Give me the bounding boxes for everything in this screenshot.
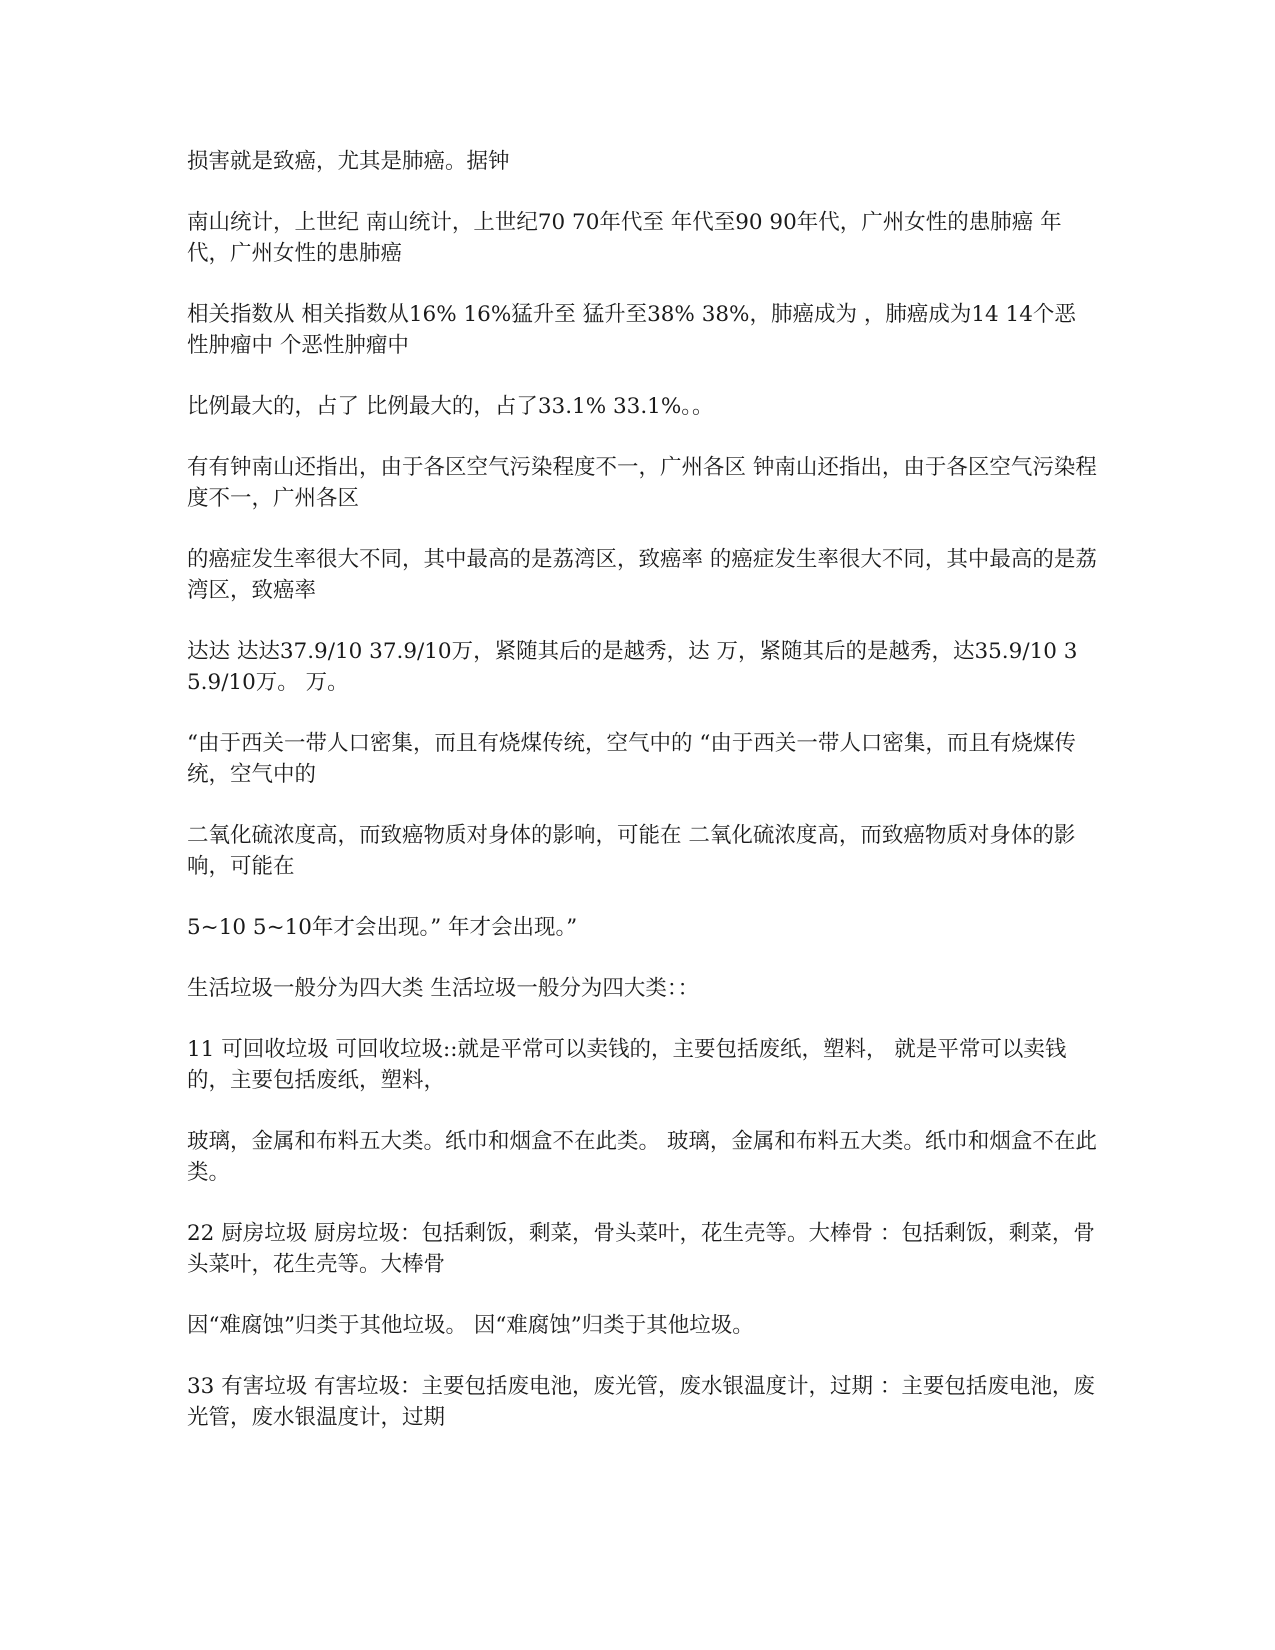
paragraph: 相关指数从 相关指数从16% 16%猛升至 猛升至38% 38%，肺癌成为 ，肺癌成为14 14个恶性肿瘤中 个恶性肿瘤中 [187,302,1076,358]
paragraph: “由于西关一带人口密集，而且有烧煤传统，空气中的 “由于西关一带人口密集，而且有烧煤传统，空气中的 [187,731,1076,787]
paragraph: 生活垃圾一般分为四大类 生活垃圾一般分为四大类：： [187,976,700,1001]
paragraph: 5~10 5~10年才会出现。” 年才会出现。” [187,915,578,940]
paragraph: 11 可回收垃圾 可回收垃圾::就是平常可以卖钱的，主要包括废纸，塑料， 就是平常可以卖钱的，主要包括废纸，塑料， [187,1037,1067,1093]
paragraph: 达达 达达37.9/10 37.9/10万，紧随其后的是越秀，达 万，紧随其后的是越秀，达35.9/10 35.9/10万。 万。 [187,639,1078,695]
paragraph: 的癌症发生率很大不同，其中最高的是荔湾区，致癌率 的癌症发生率很大不同，其中最高的是荔湾区，致癌率 [187,547,1097,603]
paragraph: 因“难腐蚀”归类于其他垃圾。 因“难腐蚀”归类于其他垃圾。 [187,1313,754,1338]
paragraph: 二氧化硫浓度高，而致癌物质对身体的影响，可能在 二氧化硫浓度高，而致癌物质对身体的影响，可能在 [187,823,1076,879]
paragraph: 南山统计，上世纪 南山统计，上世纪70 70年代至 年代至90 90年代，广州女性的患肺癌 年代，广州女性的患肺癌 [187,210,1062,266]
paragraph: 玻璃，金属和布料五大类。纸巾和烟盒不在此类。 玻璃，金属和布料五大类。纸巾和烟盒不在此类。 [187,1129,1097,1185]
paragraph: 33 有害垃圾 有害垃圾：主要包括废电池，废光管，废水银温度计，过期 ：主要包括废电池，废光管，废水银温度计，过期 [187,1374,1095,1430]
paragraph: 有有钟南山还指出，由于各区空气污染程度不一，广州各区 钟南山还指出，由于各区空气污染程度不一，广州各区 [187,455,1097,511]
paragraph: 损害就是致癌，尤其是肺癌。据钟 [187,149,510,174]
document-body [187,146,1097,1463]
paragraph: 22 厨房垃圾 厨房垃圾：包括剩饭，剩菜，骨头菜叶，花生壳等。大棒骨 ：包括剩饭，剩菜，骨头菜叶，花生壳等。大棒骨 [187,1221,1095,1277]
paragraph: 比例最大的，占了 比例最大的，占了33.1% 33.1%。。 [187,394,714,419]
